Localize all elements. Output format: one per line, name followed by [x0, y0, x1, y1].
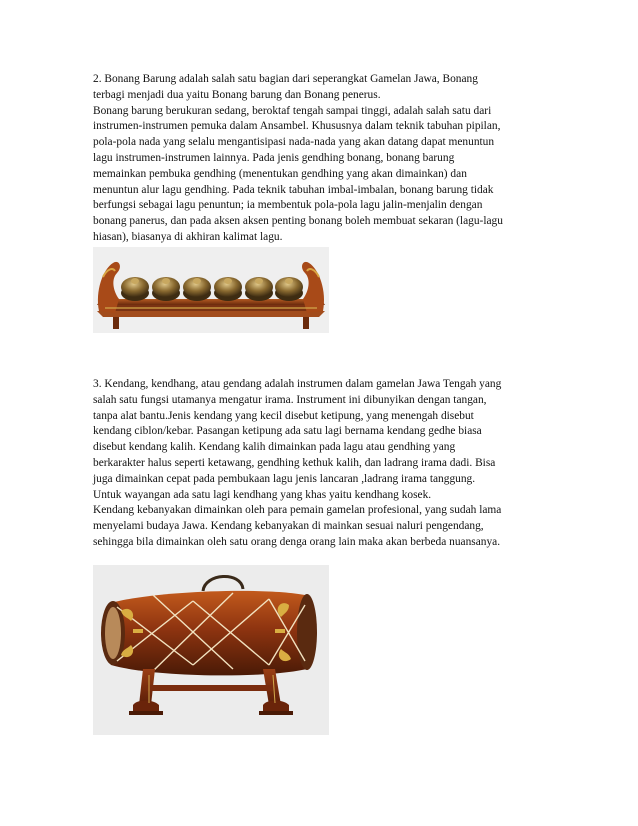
kendang-image [93, 565, 329, 735]
bonang-paragraph [93, 72, 563, 246]
text-line: Kendang kebanyakan dimainkan oleh para pemain gamelan profesional, yang sudah lama [93, 504, 502, 517]
text-line: disebut kendang kalih. Kendang kalih dimainkan pada lagu atau gendhing yang [93, 441, 456, 454]
text-line: berkarakter halus seperti ketawang, gendhing kethuk kalih, dan ladrang irama dadi. Bisa [93, 456, 496, 469]
text-line: pola-pola nada yang selalu mengantisipasi nada-nada yang akan datang dapat menuntun [93, 136, 495, 149]
text-line: hiasan), biasanya di akhiran kalimat lagu. [93, 230, 283, 243]
text-line: menyelami budaya Jawa. Kendang kebanyakan di mainkan sesuai naluri pengendang, [93, 520, 484, 533]
text-line: sehingga bila dimainkan oleh satu orang denga orang lain maka akan berbeda nuansanya. [93, 535, 501, 548]
bonang-illustration [93, 247, 329, 333]
text-line: Bonang barung berukuran sedang, beroktaf tengah sampai tinggi, adalah salah satu dari [93, 104, 492, 117]
text-line: juga dimainkan cepat pada pembukaan lagu jenis lancaran ,ladrang irama tanggung. [93, 472, 476, 485]
text-line: berfungsi sebagai lagu penuntun; ia membentuk pola-pola lagu jalin-menjalin dengan [93, 199, 483, 212]
text-line: lagu instrumen-instrumen lainnya. Pada jenis gendhing bonang, bonang barung [93, 151, 455, 164]
text-line: bonang panerus, dan pada aksen aksen penting bonang boleh membuat sekaran (lagu-lagu [93, 215, 503, 228]
text-line: instrumen-instrumen pemuka dalam Ansambel. Khususnya dalam teknik tabuhan pipilan, [93, 120, 501, 133]
text-line: salah satu fungsi utamanya mengatur irama. Instrument ini dibunyikan dengan tangan, [93, 393, 487, 406]
text-line: Untuk wayangan ada satu lagi kendhang yang khas yaitu kendhang kosek. [93, 488, 432, 501]
kendang-paragraph [93, 377, 563, 551]
text-line: kendang ciblon/kebar. Pasangan ketipung ada satu lagi bernama kendang gedhe biasa [93, 425, 482, 438]
text-line: tanpa alat bantu.Jenis kendang yang kecil disebut ketipung, yang menengah disebut [93, 409, 474, 422]
kendang-illustration [93, 565, 329, 735]
text-line: menuntun alur lagu gendhing. Pada teknik tabuhan imbal-imbalan, bonang barung tidak [93, 183, 494, 196]
text-line: 3. Kendang, kendhang, atau gendang adalah instrumen dalam gamelan Jawa Tengah yang [93, 378, 502, 390]
text-line: 2. Bonang Barung adalah salah satu bagian dari seperangkat Gamelan Jawa, Bonang [93, 73, 478, 85]
text-line: memainkan pembuka gendhing (menentukan gendhing yang akan dimainkan) dan [93, 167, 467, 180]
text-line: terbagi menjadi dua yaitu Bonang barung dan Bonang penerus. [93, 88, 381, 101]
bonang-image [93, 247, 329, 333]
